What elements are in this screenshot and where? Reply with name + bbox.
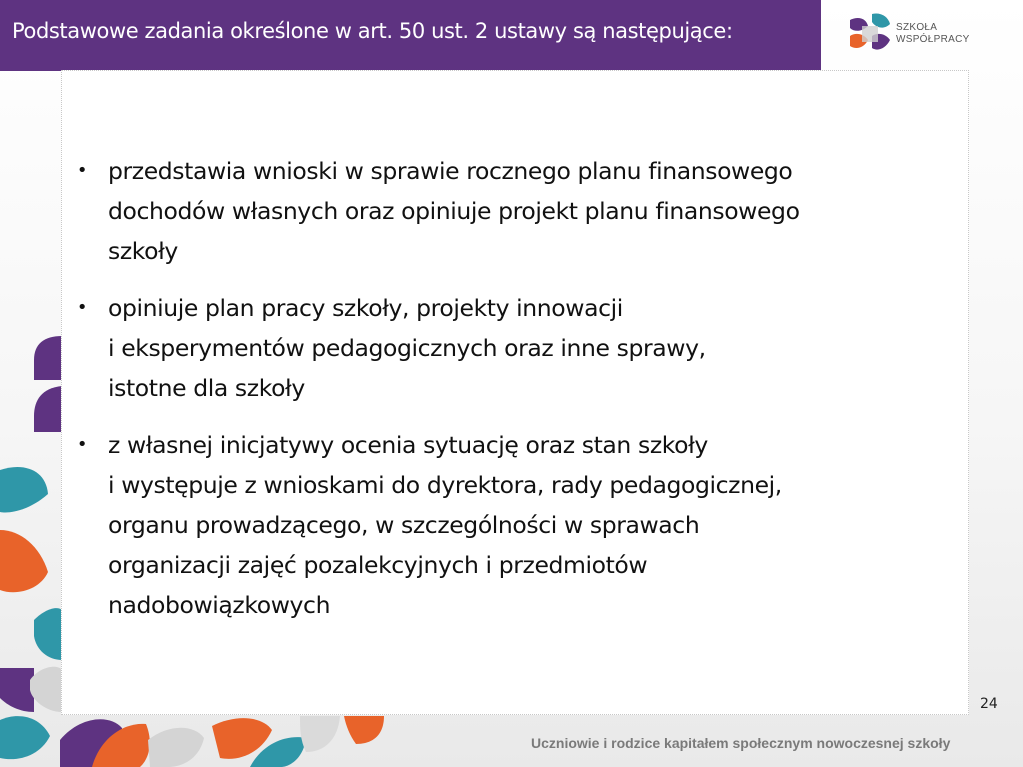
logo-wordmark (896, 22, 970, 46)
footer-tagline: Uczniowie i rodzice kapitałem społecznym nowoczesnej szkoły (531, 735, 951, 751)
logo-szkola-wspolpracy (848, 12, 1008, 58)
bullet-item (72, 288, 952, 408)
bullet-text-line: i eksperymentów pedagogicznych oraz inne sprawy, (108, 334, 706, 362)
bullet-list (72, 151, 952, 642)
bullet-text-line: nadobowiązkowych (108, 591, 331, 619)
slide-title: Podstawowe zadania określone w art. 50 ust. 2 ustawy są następujące: (12, 19, 733, 43)
petal-teal-left (0, 467, 48, 512)
petal-gray-footer-2 (300, 716, 340, 752)
bullet-text-line: organizacji zajęć pozalekcyjnych i przedmiotów (108, 551, 648, 579)
bullet-text-line: istotne dla szkoły (108, 374, 305, 402)
bullet-icon: • (76, 160, 88, 181)
slide-header (0, 0, 821, 71)
bullet-text-line: i występuje z wnioskami do dyrektora, rady pedagogicznej, (108, 471, 782, 499)
bullet-icon: • (76, 434, 88, 455)
bullet-text-line: z własnej inicjatywy ocenia sytuację oraz stan szkoły (108, 431, 708, 459)
bullet-item (72, 151, 952, 271)
petal-teal-lower (0, 716, 50, 759)
logo-line-2: WSPÓŁPRACY (896, 34, 970, 45)
bullet-text-line: dochodów własnych oraz opiniuje projekt planu finansowego (108, 197, 800, 225)
petal-orange-footer-3 (344, 716, 384, 744)
petal-purple-bottom-left (0, 668, 34, 712)
petal-gray-bottom (30, 667, 62, 712)
bullet-text-line: opiniuje plan pracy szkoły, projekty innowacji (108, 294, 623, 322)
bullet-text-line: przedstawia wnioski w sprawie rocznego planu finansowego (108, 157, 793, 185)
petal-purple-mid (34, 386, 62, 432)
logo-mark-icon (848, 12, 892, 56)
bullet-text-line: organu prowadzącego, w szczególności w sprawach (108, 511, 700, 539)
page-number: 24 (980, 696, 998, 712)
petal-purple-top (34, 336, 62, 380)
petal-gray-footer (148, 728, 204, 767)
petal-orange-left (0, 530, 48, 592)
petal-teal-bottom (34, 608, 62, 660)
bullet-icon: • (76, 297, 88, 318)
bullet-item (72, 425, 952, 625)
content-panel (61, 70, 969, 715)
bullet-text-line: szkoły (108, 237, 178, 265)
logo-line-1: SZKOŁA (896, 22, 938, 33)
